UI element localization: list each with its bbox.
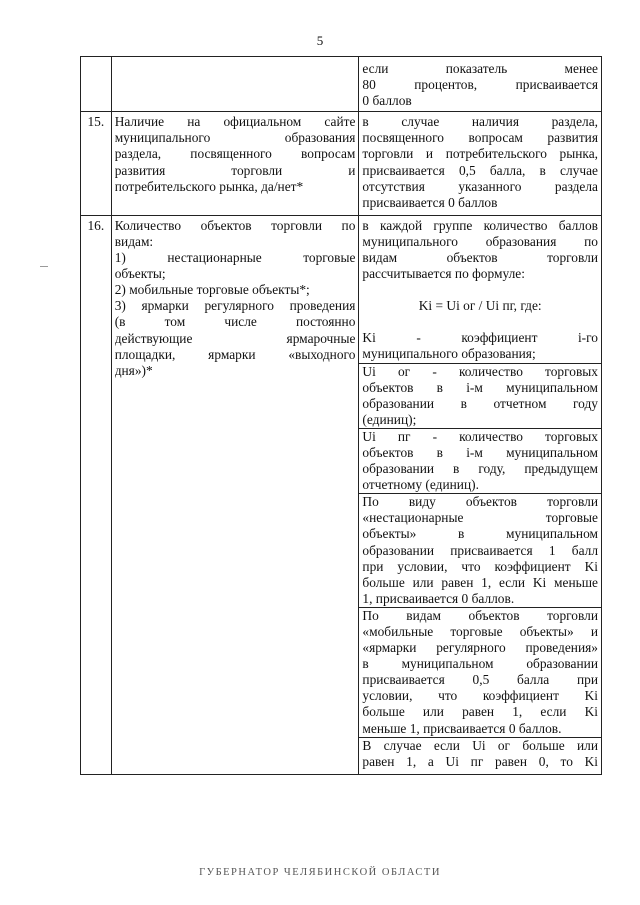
indicator-line: действующие ярмарочные — [114, 330, 356, 346]
method-line: отчетному (единиц). — [362, 477, 479, 493]
indicator-line: 2) мобильные торговые объекты*; — [114, 282, 310, 298]
method-line: объектов в i-м муниципальном — [362, 379, 598, 395]
method-line: равен 1, а Ui пг равен 0, то Ki — [362, 753, 598, 769]
method-line: меньше 1, присваивается 0 баллов. — [362, 720, 562, 736]
method-line: в муниципальном образовании — [362, 656, 598, 672]
table-row-15 — [81, 112, 602, 216]
method-line: присваивается 0 баллов — [362, 194, 498, 210]
method-line: торговли и потребительского рынка, — [362, 146, 598, 162]
formula-spacer — [362, 314, 598, 330]
indicator-line: объекты; — [114, 266, 166, 282]
definition-ui-pg — [362, 429, 598, 493]
method-line: В случае если Ui ог больше или — [362, 737, 598, 753]
rule-nonstationary — [362, 494, 598, 607]
method-line: объекты» в муниципальном — [362, 526, 598, 542]
indicator-line: муниципального образования — [114, 130, 356, 146]
indicator-line: 3) ярмарки регулярного проведения — [114, 298, 356, 314]
method-line: образовании в году, предыдущем — [362, 461, 598, 477]
indicator-line: потребительского рынка, да/нет* — [114, 178, 304, 194]
indicator-cell — [111, 112, 359, 216]
method-line: По видам объектов торговли — [362, 607, 598, 623]
method-line: «ярмарки регулярного проведения» — [362, 640, 598, 656]
indicator-cell — [111, 57, 359, 112]
method-line: если показатель менее — [362, 61, 598, 76]
method-line: больше или равен 1, если Ki меньше — [362, 574, 598, 590]
page-footer: ГУБЕРНАТОР ЧЕЛЯБИНСКОЙ ОБЛАСТИ — [199, 867, 441, 878]
method-line: отсутствия указанного раздела — [362, 178, 598, 194]
method-line: «нестационарные торговые — [362, 510, 598, 526]
method-line: Ki - коэффициент i-го — [362, 330, 598, 346]
method-line: муниципального образования по — [362, 233, 598, 249]
indicator-line: площадки, ярмарки «выходного — [114, 346, 356, 362]
table-row-continuation — [81, 57, 602, 112]
margin-mark — [40, 266, 48, 267]
indicator-line: дня»)* — [114, 362, 153, 378]
indicator-line: раздела, посвященного вопросам — [114, 146, 356, 162]
row-number-cell: 16. — [81, 215, 112, 774]
formula-spacer — [362, 282, 598, 298]
method-line: объектов в i-м муниципальном — [362, 444, 598, 460]
method-line: присваивается 0,5 балла, в случае — [362, 162, 598, 178]
definition-ki — [362, 330, 598, 362]
method-line: больше или равен 1, если Ki — [362, 704, 598, 720]
method-line: образовании в отчетном году — [362, 395, 598, 411]
method-line: 80 процентов, присваивается — [362, 77, 598, 93]
method-line: в случае наличия раздела, — [362, 114, 598, 130]
rule-zero-previous — [362, 738, 598, 770]
method-line: при условии, что коэффициент Ki — [362, 558, 598, 574]
row-number-cell — [81, 57, 112, 112]
indicator-cell — [111, 215, 359, 774]
indicator-line: Количество объектов торговли по — [114, 217, 356, 233]
method-line: условии, что коэффициент Ki — [362, 688, 598, 704]
method-line: Ui пг - количество торговых — [362, 428, 598, 444]
method-line: «мобильные торговые объекты» и — [362, 624, 598, 639]
method-cell — [359, 57, 602, 112]
method-line: посвященного вопросам развития — [362, 130, 598, 146]
method-line: муниципального образования; — [362, 346, 536, 362]
indicator-line: видам: — [114, 233, 154, 249]
method-line: По виду объектов торговли — [362, 494, 598, 510]
method-line: в каждой группе количество баллов — [362, 217, 598, 233]
table-row-16 — [81, 215, 602, 774]
rule-mobile-fairs — [362, 608, 598, 737]
indicator-line: Наличие на официальном сайте — [114, 114, 356, 130]
row-number-cell: 15. — [81, 112, 112, 216]
method-line: присваивается 0,5 балла при — [362, 672, 598, 688]
indicator-line: (в том числе постоянно — [114, 314, 356, 330]
method-line: 1, присваивается 0 баллов. — [362, 590, 515, 606]
method-line: Ui ог - количество торговых — [362, 363, 598, 379]
criteria-table — [80, 56, 602, 775]
indicator-line: развития торговли и — [114, 162, 356, 178]
definition-ui-og — [362, 364, 598, 428]
page-number: 5 — [316, 33, 324, 48]
indicator-line: 1) нестационарные торговые — [114, 250, 356, 266]
method-line: видам объектов торговли — [362, 250, 598, 266]
method-line: рассчитывается по формуле: — [362, 266, 525, 282]
method-line: образовании присваивается 1 балл — [362, 542, 598, 558]
method-line: (единиц); — [362, 411, 417, 427]
method-line: 0 баллов — [362, 93, 412, 109]
formula: Ki = Ui ог / Ui пг, где: — [418, 298, 542, 314]
method-cell — [359, 112, 602, 216]
method-cell — [359, 215, 602, 774]
